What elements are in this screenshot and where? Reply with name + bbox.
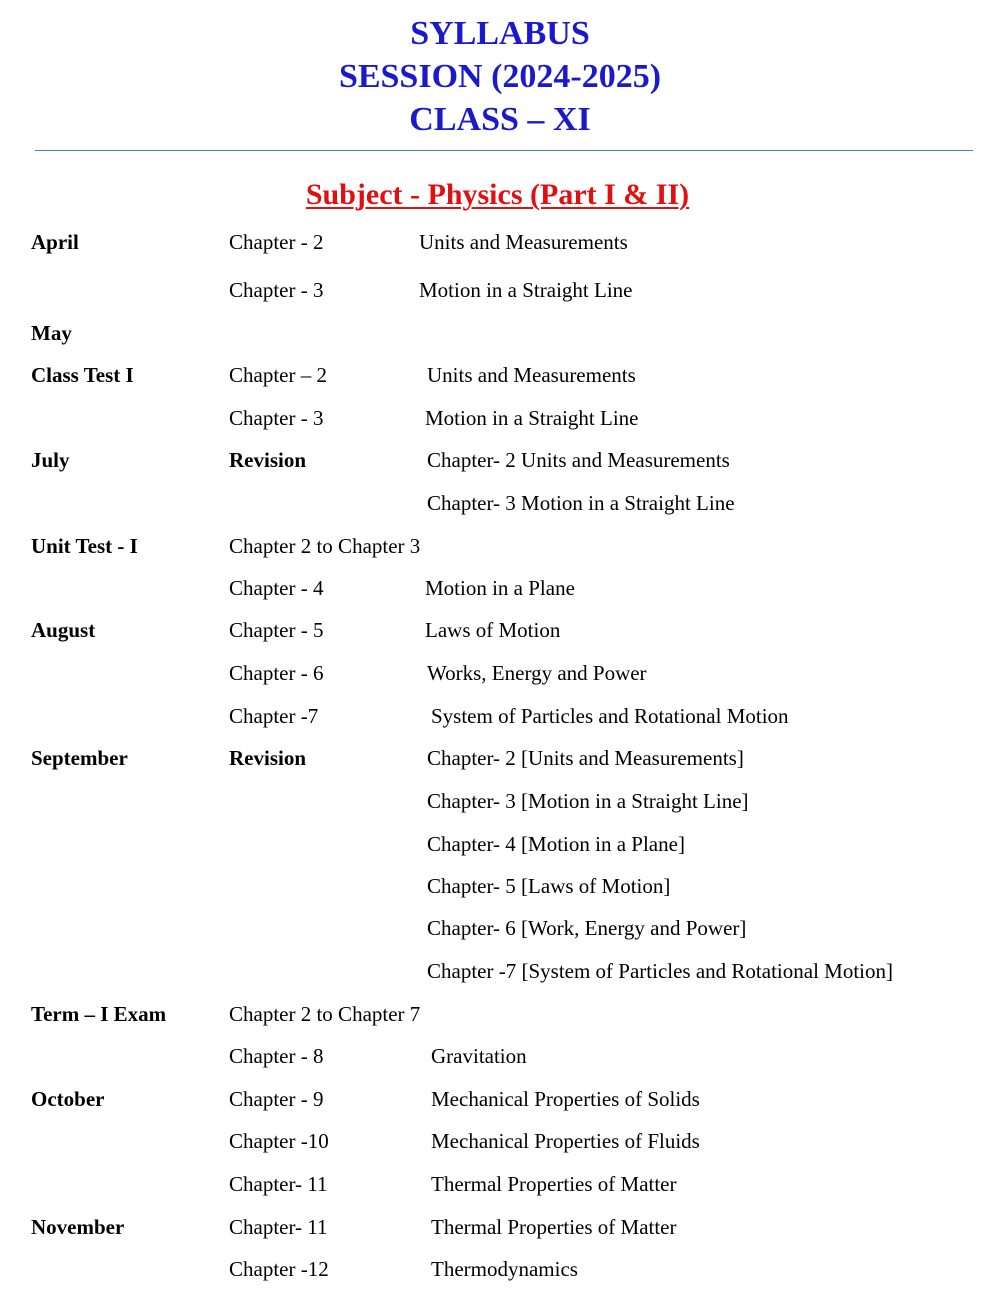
period-label: November: [31, 1215, 125, 1239]
chapter-ref: Chapter - 2: [229, 230, 324, 254]
chapter-ref: Chapter -7: [229, 704, 319, 728]
schedule-row: [0, 529, 1000, 563]
topic-title: Motion in a Straight Line: [425, 406, 639, 430]
schedule-row: [0, 1167, 1000, 1201]
topic-title: Thermal Properties of Matter: [431, 1215, 677, 1239]
period-label: September: [31, 746, 128, 770]
chapter-ref: Chapter - 6: [229, 661, 324, 685]
schedule-row: [0, 1210, 1000, 1244]
schedule-row: [0, 827, 1000, 861]
schedule-row: [0, 997, 1000, 1031]
chapter-ref: Chapter - 8: [229, 1044, 324, 1068]
period-label: Term – I Exam: [31, 1002, 167, 1026]
chapter-ref: Revision: [229, 448, 307, 472]
schedule-row: [0, 316, 1000, 350]
topic-title: Laws of Motion: [425, 618, 561, 642]
schedule-row: [0, 656, 1000, 690]
schedule-row: [0, 486, 1000, 520]
schedule-row: [0, 954, 1000, 988]
topic-title: Chapter- 4 [Motion in a Plane]: [427, 832, 685, 856]
topic-title: Chapter- 5 [Laws of Motion]: [427, 874, 671, 898]
period-label: Unit Test - I: [31, 534, 138, 558]
topic-title: System of Particles and Rotational Motion: [431, 704, 789, 728]
schedule-row: [0, 401, 1000, 435]
chapter-ref: Chapter 2 to Chapter 7: [229, 1002, 421, 1026]
chapter-ref: Chapter - 4: [229, 576, 324, 600]
chapter-ref: Revision: [229, 746, 307, 770]
schedule-row: [0, 699, 1000, 733]
topic-title: Units and Measurements: [427, 363, 636, 387]
schedule-row: [0, 225, 1000, 259]
topic-title: Units and Measurements: [419, 230, 628, 254]
schedule-row: [0, 1124, 1000, 1158]
schedule-row: [0, 613, 1000, 647]
document-header: [0, 12, 1000, 141]
header-title: SYLLABUS: [410, 15, 590, 52]
period-label: July: [31, 448, 70, 472]
chapter-ref: Chapter- 11: [229, 1172, 328, 1196]
chapter-ref: Chapter 2 to Chapter 3: [229, 534, 421, 558]
chapter-ref: Chapter – 2: [229, 363, 327, 387]
schedule-row: [0, 911, 1000, 945]
chapter-ref: Chapter - 3: [229, 278, 324, 302]
subject-title: Subject - Physics (Part I & II): [305, 178, 690, 211]
topic-title: Chapter- 2 [Units and Measurements]: [427, 746, 744, 770]
schedule-row: [0, 358, 1000, 392]
schedule-row: [0, 784, 1000, 818]
chapter-ref: Chapter - 5: [229, 618, 324, 642]
schedule-row: [0, 571, 1000, 605]
chapter-ref: Chapter- 11: [229, 1215, 328, 1239]
period-label: Class Test I: [31, 363, 134, 387]
topic-title: Chapter- 3 Motion in a Straight Line: [427, 491, 735, 515]
topic-title: Motion in a Plane: [425, 576, 575, 600]
period-label: May: [31, 321, 72, 345]
period-label: August: [31, 618, 96, 642]
topic-title: Chapter- 3 [Motion in a Straight Line]: [427, 789, 749, 813]
schedule-row: [0, 273, 1000, 307]
period-label: April: [31, 230, 79, 254]
topic-title: Thermodynamics: [431, 1257, 578, 1281]
chapter-ref: Chapter - 3: [229, 406, 324, 430]
schedule-row: [0, 1082, 1000, 1116]
chapter-ref: Chapter -12: [229, 1257, 329, 1281]
topic-title: Motion in a Straight Line: [419, 278, 633, 302]
schedule-row: [0, 1252, 1000, 1286]
schedule-row: [0, 741, 1000, 775]
topic-title: Thermal Properties of Matter: [431, 1172, 677, 1196]
header-class: CLASS – XI: [409, 101, 591, 138]
topic-title: Mechanical Properties of Solids: [431, 1087, 700, 1111]
topic-title: Gravitation: [431, 1044, 527, 1068]
period-label: October: [31, 1087, 105, 1111]
topic-title: Chapter- 2 Units and Measurements: [427, 448, 730, 472]
topic-title: Works, Energy and Power: [427, 661, 647, 685]
chapter-ref: Chapter -10: [229, 1129, 329, 1153]
schedule-row: [0, 443, 1000, 477]
topic-title: Mechanical Properties of Fluids: [431, 1129, 700, 1153]
schedule-row: [0, 1039, 1000, 1073]
chapter-ref: Chapter - 9: [229, 1087, 324, 1111]
topic-title: Chapter -7 [System of Particles and Rotational Motion]: [427, 959, 893, 983]
header-divider: [35, 150, 973, 151]
header-session: SESSION (2024-2025): [338, 58, 662, 95]
topic-title: Chapter- 6 [Work, Energy and Power]: [427, 916, 747, 940]
schedule-row: [0, 869, 1000, 903]
